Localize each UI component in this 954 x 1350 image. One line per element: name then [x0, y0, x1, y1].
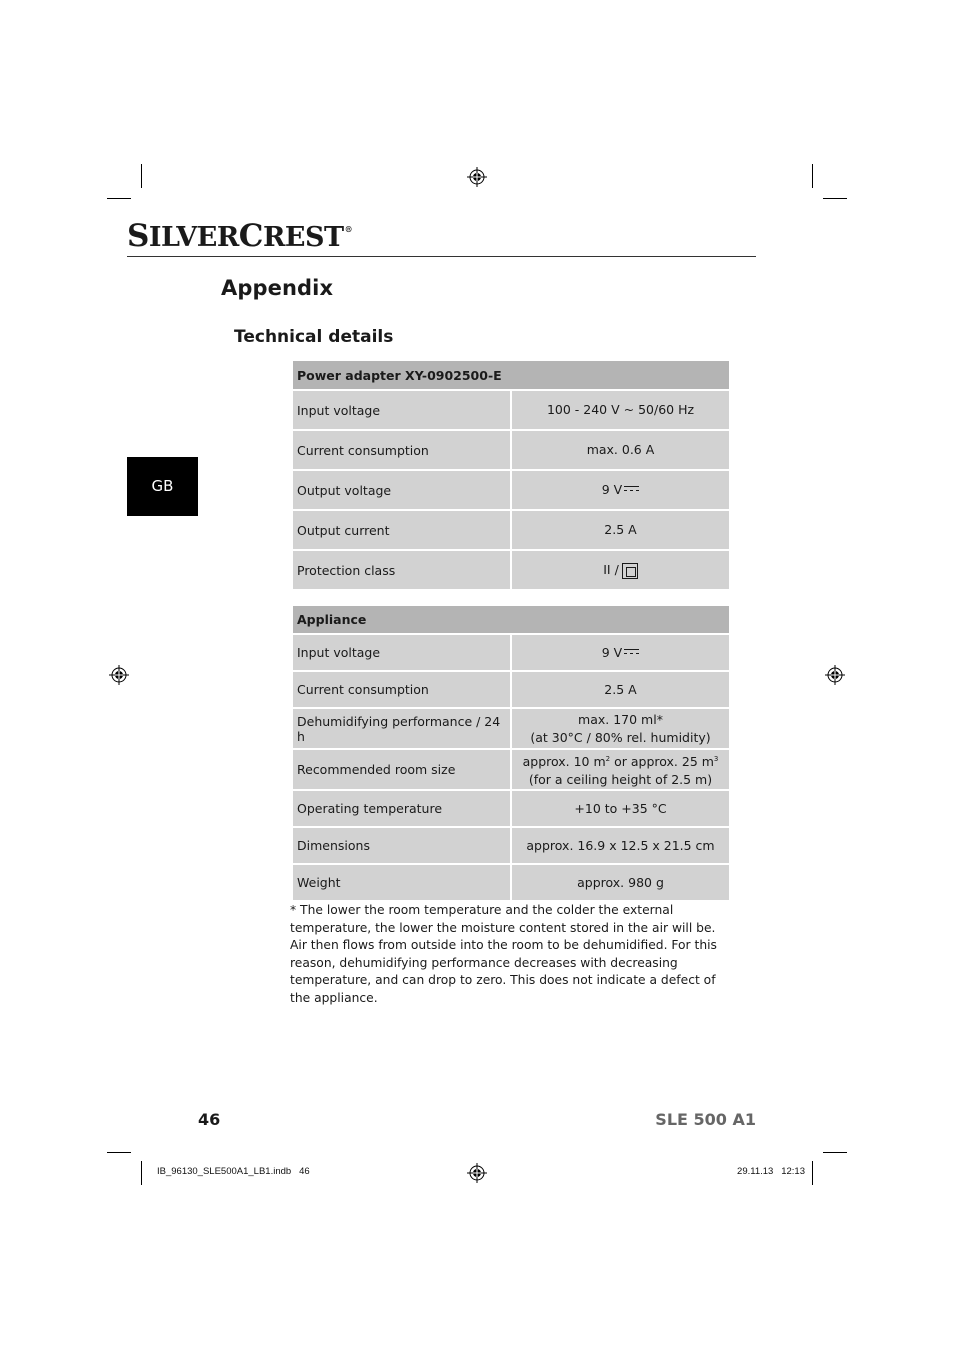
row-value-line	[512, 750, 729, 771]
table-heading: Power adapter XY-0902500-E	[292, 360, 730, 390]
row-value: 9 V	[601, 644, 623, 660]
crop-mark	[823, 1152, 847, 1153]
row-value: 100 - 240 V ~ 50/60 Hz	[511, 390, 730, 430]
power-adapter-table	[291, 359, 731, 591]
brand-logo: SILVERCREST®	[127, 218, 353, 254]
model-number: SLE 500 A1	[655, 1110, 756, 1129]
row-value-cell	[511, 550, 730, 590]
table-row	[292, 510, 730, 550]
row-value-cell	[511, 634, 730, 671]
row-value: 2.5 A	[511, 510, 730, 550]
page-number: 46	[198, 1110, 221, 1129]
table-row	[292, 470, 730, 510]
table-header-row	[292, 605, 730, 634]
table-row	[292, 708, 730, 749]
crop-mark	[141, 1161, 142, 1185]
row-label: Input voltage	[292, 634, 511, 671]
row-value-cell	[511, 749, 730, 790]
crop-mark	[812, 1161, 813, 1185]
row-label: Current consumption	[292, 430, 511, 470]
table-row	[292, 430, 730, 470]
value-text: or approx. 25 m	[610, 754, 714, 770]
registration-mark-icon	[825, 665, 845, 685]
protection-class-ii-icon	[622, 563, 638, 579]
crop-mark	[107, 198, 131, 199]
row-value-cell	[511, 470, 730, 510]
section-title: Technical details	[234, 327, 394, 347]
table-row	[292, 827, 730, 864]
table-row	[292, 864, 730, 901]
row-value: +10 to +35 °C	[511, 790, 730, 827]
dc-symbol-icon	[624, 649, 639, 656]
print-slug-datetime: 29.11.13 12:13	[737, 1166, 805, 1177]
row-value: 2.5 A	[511, 671, 730, 708]
header-rule	[127, 256, 756, 257]
superscript: 2	[605, 755, 611, 763]
crop-mark	[812, 164, 813, 188]
superscript: 3	[713, 755, 719, 763]
dc-symbol-icon	[624, 486, 639, 493]
row-label: Input voltage	[292, 390, 511, 430]
table-row	[292, 550, 730, 590]
row-label: Dimensions	[292, 827, 511, 864]
row-label: Recommended room size	[292, 749, 511, 790]
table-heading: Appliance	[292, 605, 730, 634]
row-label: Output current	[292, 510, 511, 550]
footnote: * The lower the room temperature and the colder the external temperature, the lower the moisture content stored in the air will be. Air then flows from outside into the room to be dehumidified. For this reason, dehumidifying performance decreases with decreasing temperature, and can drop to zero. This does not indicate a defect of the appliance.	[290, 903, 717, 1005]
row-value: approx. 980 g	[511, 864, 730, 901]
crop-mark	[107, 1152, 131, 1153]
table-row	[292, 634, 730, 671]
table-row	[292, 390, 730, 430]
appliance-table	[291, 604, 731, 902]
row-label: Output voltage	[292, 470, 511, 510]
row-value: II /	[603, 562, 619, 577]
row-label: Protection class	[292, 550, 511, 590]
language-tab: GB	[127, 457, 198, 516]
crop-mark	[823, 198, 847, 199]
row-value: approx. 16.9 x 12.5 x 21.5 cm	[511, 827, 730, 864]
table-row	[292, 671, 730, 708]
row-label: Operating temperature	[292, 790, 511, 827]
registration-mark-icon	[109, 665, 129, 685]
row-label: Current consumption	[292, 671, 511, 708]
row-label: Weight	[292, 864, 511, 901]
row-value: 9 V	[601, 482, 623, 497]
row-value-line: (for a ceiling height of 2.5 m)	[528, 772, 713, 788]
row-value-cell	[511, 708, 730, 749]
row-value-line: (at 30°C / 80% rel. humidity)	[530, 729, 711, 745]
registration-mark-icon	[467, 1163, 487, 1183]
row-value: max. 0.6 A	[511, 430, 730, 470]
row-label: Dehumidifying performance / 24 h	[292, 708, 511, 749]
page-title: Appendix	[221, 276, 334, 300]
row-value-line: max. 170 ml*	[578, 711, 663, 727]
table-row	[292, 790, 730, 827]
crop-mark	[141, 164, 142, 188]
table-row	[292, 749, 730, 790]
registration-mark-icon	[467, 167, 487, 187]
print-slug-file: IB_96130_SLE500A1_LB1.indb 46	[157, 1166, 310, 1177]
table-header-row	[292, 360, 730, 390]
value-text: approx. 10 m	[522, 754, 606, 770]
